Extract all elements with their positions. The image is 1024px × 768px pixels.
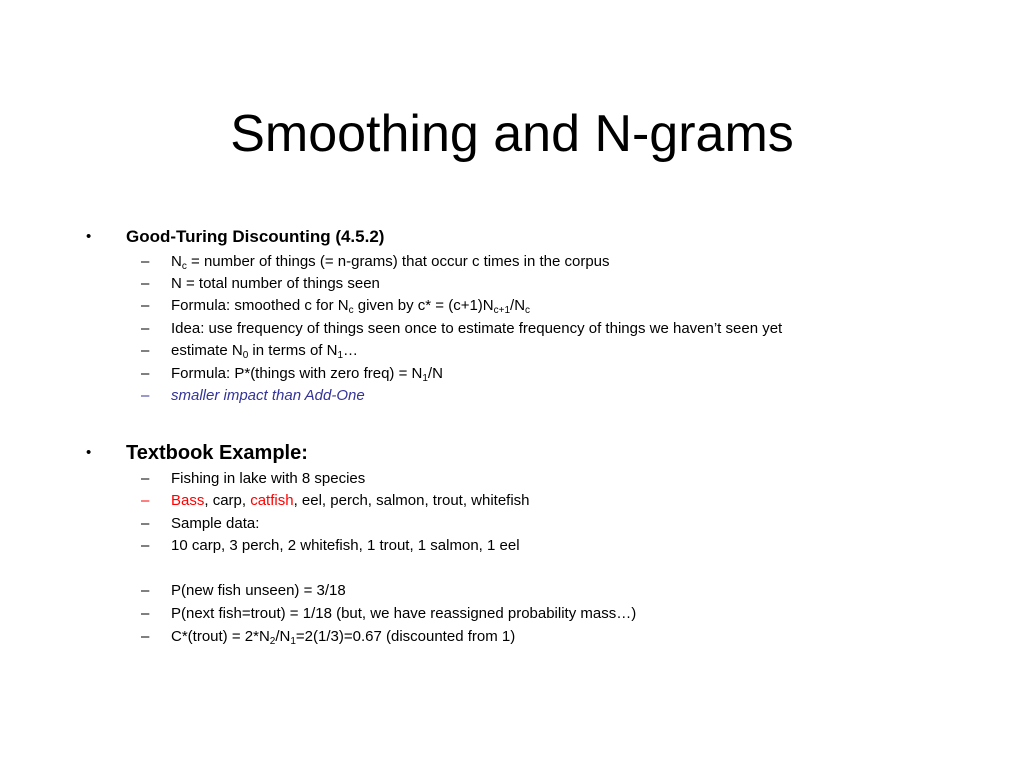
list-item-fishing: Fishing in lake with 8 species: [171, 470, 366, 487]
slide-title: Smoothing and N-grams: [230, 105, 794, 163]
dash-marker: –: [141, 470, 150, 487]
dash-marker: –: [141, 628, 150, 645]
dash-marker: –: [141, 297, 150, 314]
section-heading-good-turing: Good-Turing Discounting (4.5.2): [126, 227, 385, 246]
list-item-impact: smaller impact than Add-One: [171, 387, 365, 404]
bullet-marker: •: [86, 228, 92, 245]
dash-marker: –: [141, 253, 150, 270]
list-item-nc-definition: $N_c$ = number of things (= n-grams) that occur c times in the corpus: [171, 253, 610, 272]
list-item-n-definition: N = total number of things seen: [171, 275, 380, 292]
list-item-formula-zero-freq: Formula: P*(things with zero freq) = $N_1/N$: [171, 365, 443, 384]
list-item-idea: Idea: use frequency of things seen once to estimate frequency of things we haven’t seen yet: [171, 320, 783, 337]
dash-marker: –: [141, 537, 150, 554]
list-item-counts: 10 carp, 3 perch, 2 whitefish, 1 trout, 1 salmon, 1 eel: [171, 537, 520, 554]
dash-marker: –: [141, 275, 150, 292]
bullet-marker: •: [86, 444, 92, 461]
list-item-estimate: estimate $N_0$ in terms of $N_1\dots$: [171, 342, 359, 361]
dash-marker: –: [141, 605, 150, 622]
dash-marker: –: [141, 515, 150, 532]
list-item-sample: Sample data:: [171, 515, 260, 532]
dash-marker: –: [141, 320, 150, 337]
list-item-formula: Formula: smoothed c for $N_c$ given by $c* = (c+1)N_{c+1}/N_c$: [171, 297, 531, 316]
dash-marker: –: [141, 387, 150, 404]
dash-marker: –: [141, 365, 150, 382]
dash-marker: –: [141, 492, 150, 509]
dash-marker: –: [141, 342, 150, 359]
list-item-species: Bass, carp, catfish, eel, perch, salmon, trout, whitefish: [171, 492, 530, 509]
section-heading-textbook-example: Textbook Example:: [126, 442, 308, 464]
list-item-c-trout: C*(trout) = $2*N_2/N_1=2(1/3)=0.67$ (discounted from 1): [171, 628, 516, 647]
list-item-p-new: P(new fish unseen) = 3/18: [171, 582, 346, 599]
list-item-p-next: P(next fish=trout) = 1/18 (but, we have reassigned probability mass…): [171, 605, 637, 622]
dash-marker: –: [141, 582, 150, 599]
